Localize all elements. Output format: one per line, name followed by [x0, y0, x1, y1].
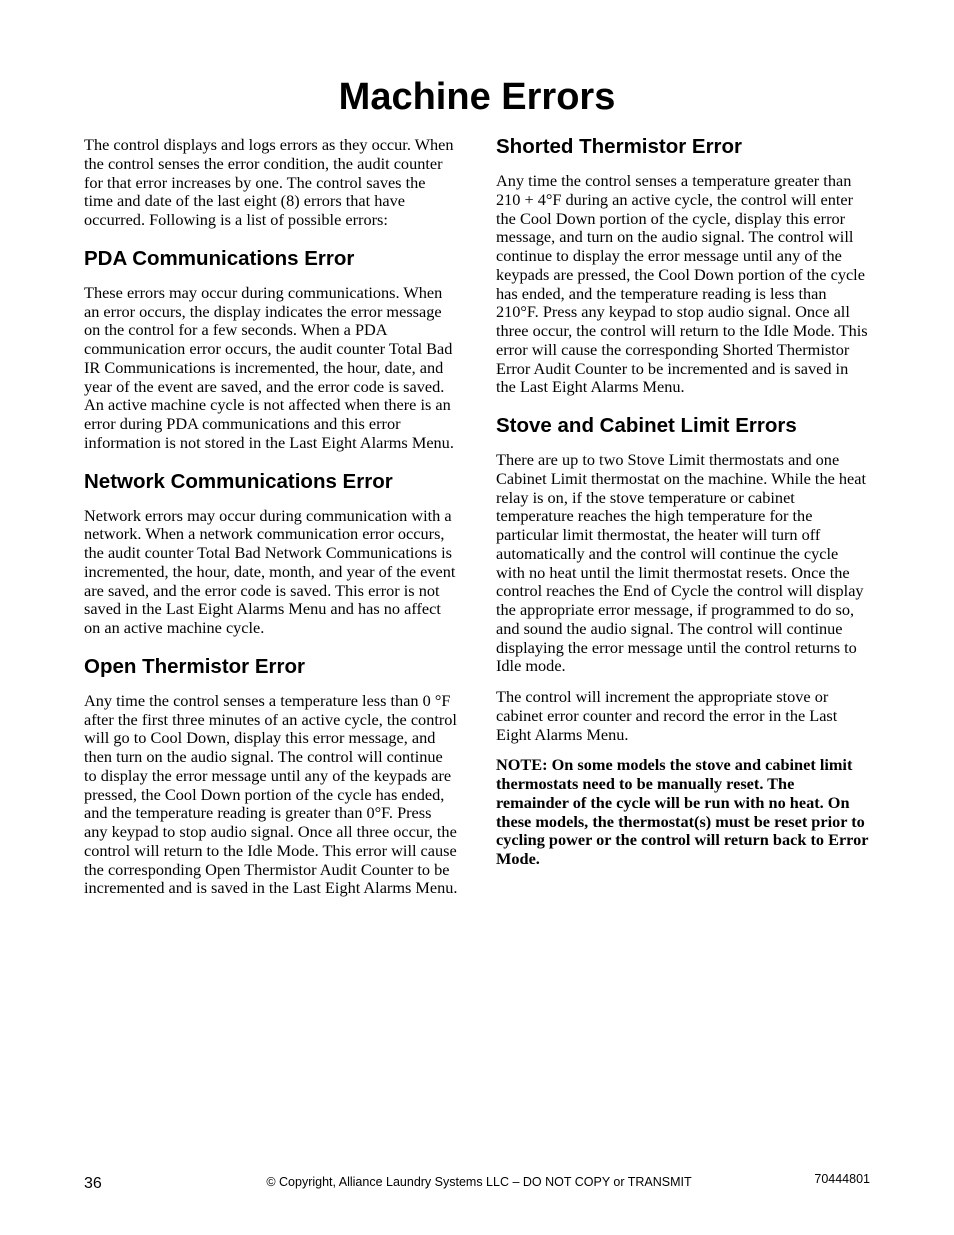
manual-reset-note: NOTE: On some models the stove and cabinet limit thermostats need to be manually reset. The remainder of the cycle will be run with no heat. On these models, the thermostat(s) must be reset prior to cycling power or the control will return back to Error Mode.	[496, 755, 869, 868]
open-thermistor-heading: Open Thermistor Error	[84, 654, 305, 678]
copyright-notice: © Copyright, Alliance Laundry Systems LLC – DO NOT COPY or TRANSMIT	[266, 1175, 692, 1189]
page-number: 36	[84, 1175, 102, 1192]
network-error-heading: Network Communications Error	[84, 469, 393, 493]
left-column	[84, 136, 458, 910]
intro-paragraph: The control displays and logs errors as they occur. When the control senses the error condition, the audit counter for that error increases by one. The control saves the time and date of the last eight (8) errors that have occurred. Following is a list of possible errors:	[84, 135, 454, 229]
shorted-thermistor-paragraph: Any time the control senses a temperature greater than 210 + 4°F during an active cycle, the control will enter the Cool Down portion of the cycle, display this error message, and turn on the audio signal. The control will continue to display the error message until any of the keypads are pressed, the Cool Down portion of the cycle has ended, and the temperature reading is less than 210°F. Press any keypad to stop audio signal. Once all three occur, the control will return to the Idle Mode. This error will cause the corresponding Shorted Thermistor Error Audit Counter to be incremented and is saved in the Last Eight Alarms Menu.	[496, 171, 868, 397]
shorted-thermistor-heading: Shorted Thermistor Error	[496, 135, 743, 158]
pda-error-paragraph: These errors may occur during communications. When an error occurs, the display indicates the error message on the control for a few seconds. When a PDA communication error occurs, the audit counter Total Bad IR Communications is incremented, the hour, date, and year of the event are saved, and the error code is saved. An active machine cycle is not affected when there is an error during PDA communications and this error information is not stored in the Last Eight Alarms Menu.	[84, 282, 454, 452]
stove-cabinet-counter-paragraph: The control will increment the appropriate stove or cabinet error counter and record the error in the Last Eight Alarms Menu.	[496, 687, 838, 744]
pda-error-heading: PDA Communications Error	[84, 246, 355, 270]
page-title: Machine Errors	[338, 76, 616, 118]
network-error-paragraph: Network errors may occur during communication with a network. When a network communication error occurs, the audit counter Total Bad Network Communications is incremented, the hour, date, month, and year of the event are saved, and the error code is saved. This error is not saved in the Last Eight Alarms Menu and has no affect on an active machine cycle.	[84, 505, 456, 637]
right-column	[496, 136, 870, 881]
document-number: 70444801	[814, 1172, 870, 1186]
page-footer	[84, 1172, 874, 1194]
open-thermistor-paragraph: Any time the control senses a temperature less than 0 °F after the first three minutes of an active cycle, the control will go to Cool Down, display this error message, and then turn on the audio signal. The control will continue to display the error message until any of the keypads are pressed, the Cool Down portion of the cycle has ended, and the temperature reading is greater than 0°F. Press any keypad to stop audio signal. Once all three occur, the control will return to the Idle Mode. This error will cause the corresponding Open Thermistor Audit Counter to be incremented and is saved in the Last Eight Alarms Menu.	[84, 690, 458, 898]
stove-cabinet-paragraph: There are up to two Stove Limit thermostats and one Cabinet Limit thermostat on the machine. While the heat relay is on, if the stove temperature or cabinet temperature reaches the high temperature for the particular limit thermostat, the heater will turn off automatically and the control will continue the cycle with no heat until the limit thermostat resets. Once the control reaches the End of Cycle the control will display the appropriate error message, if programmed to do so, and sound the audio signal. The control will continue displaying the error message until the control returns to Idle mode.	[496, 450, 866, 676]
stove-cabinet-heading: Stove and Cabinet Limit Errors	[496, 414, 797, 437]
